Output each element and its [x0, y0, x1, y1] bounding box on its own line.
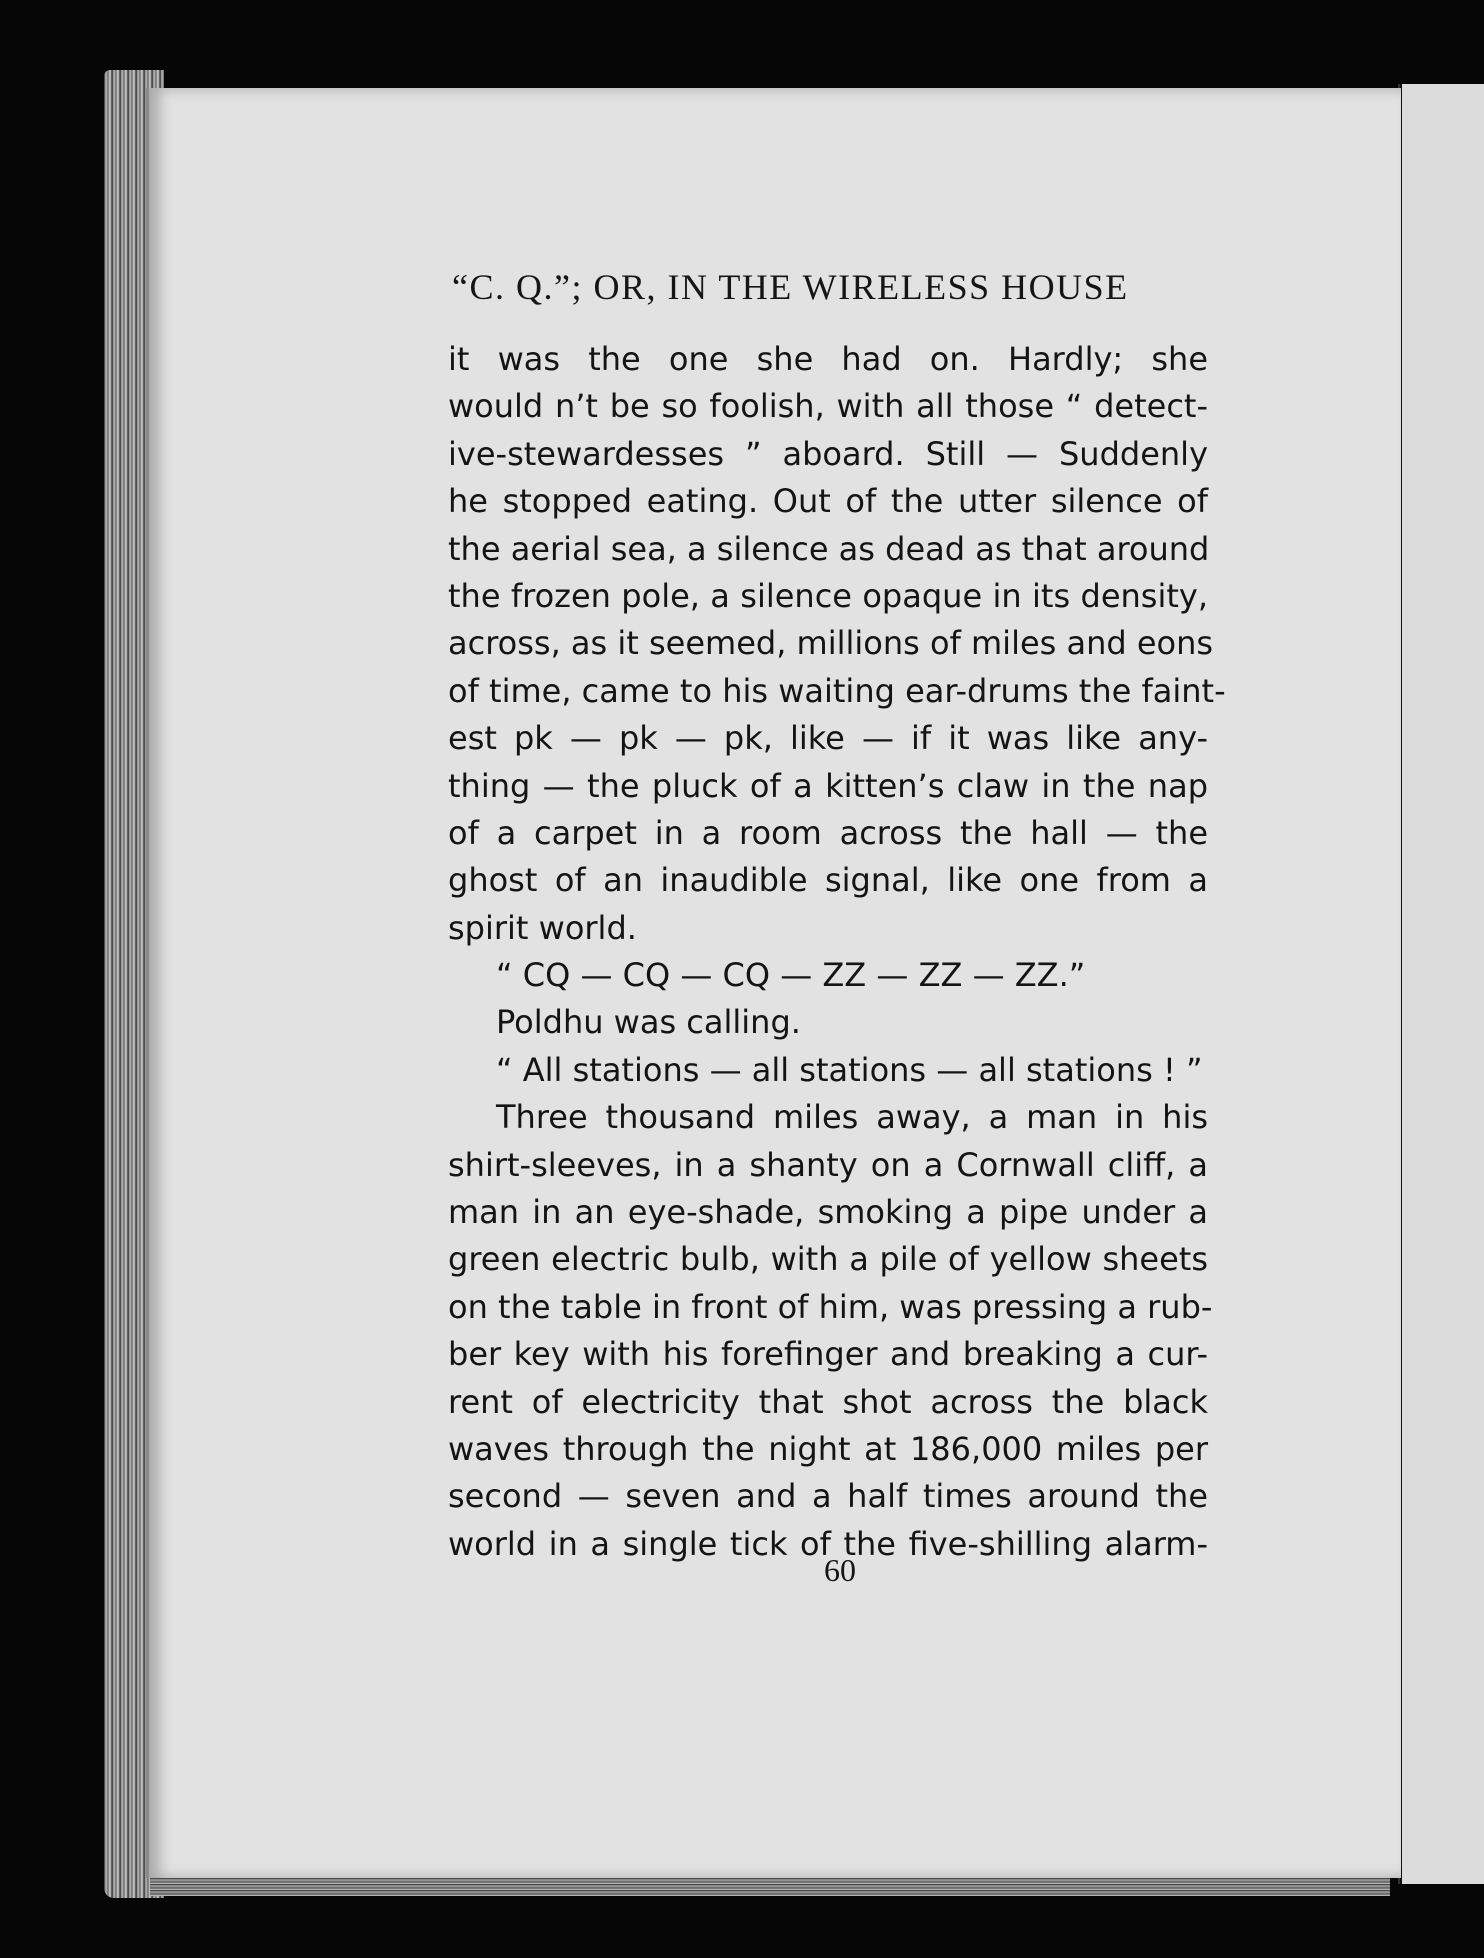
- text-line: thing — the pluck of a kitten’s claw in the nap: [448, 766, 1208, 805]
- text-line: “ CQ — CQ — CQ — ZZ — ZZ — ZZ.”: [496, 956, 1086, 995]
- text-line: ghost of an inaudible signal, like one from a: [448, 861, 1208, 900]
- text-line: rent of electricity that shot across the black: [448, 1382, 1208, 1421]
- text-line: world in a single tick of the five-shilling alarm-: [448, 1524, 1208, 1563]
- text-line: it was the one she had on. Hardly; she: [448, 340, 1208, 378]
- text-line: of a carpet in a room across the hall — the: [448, 813, 1208, 852]
- text-line: of time, came to his waiting ear-drums the faint-: [448, 671, 1226, 710]
- text-line: green electric bulb, with a pile of yellow sheets: [448, 1240, 1208, 1279]
- text-line: est pk — pk — pk, like — if it was like any-: [448, 719, 1208, 758]
- text-line: ive-stewardesses ” aboard. Still — Suddenly: [448, 434, 1208, 473]
- running-header: “C. Q.”; OR, IN THE WIRELESS HOUSE: [452, 267, 1129, 307]
- body-text: [448, 336, 1226, 1568]
- facing-page-edge: [1398, 84, 1484, 1884]
- text-line: Poldhu was calling.: [496, 1003, 801, 1042]
- text-line: spirit world.: [448, 908, 637, 947]
- page-number: 60: [824, 1552, 856, 1588]
- text-line: would n’t be so foolish, with all those “ detect-: [448, 387, 1208, 426]
- text-line: ber key with his forefinger and breaking a cur-: [448, 1335, 1208, 1374]
- text-line: man in an eye-shade, smoking a pipe under a: [448, 1193, 1208, 1232]
- text-line: on the table in front of him, was pressing a rub-: [448, 1287, 1213, 1326]
- text-line: “ All stations — all stations — all stations ! ”: [496, 1050, 1203, 1089]
- text-line: the frozen pole, a silence opaque in its density,: [448, 576, 1208, 615]
- text-line: waves through the night at 186,000 miles per: [448, 1429, 1208, 1468]
- text-line: second — seven and a half times around the: [448, 1477, 1208, 1516]
- text-line: he stopped eating. Out of the utter silence of: [448, 482, 1208, 521]
- text-line: shirt-sleeves, in a shanty on a Cornwall cliff, a: [448, 1145, 1208, 1184]
- text-line: across, as it seemed, millions of miles and eons: [448, 624, 1214, 663]
- text-line: Three thousand miles away, a man in his: [496, 1098, 1208, 1137]
- text-line: the aerial sea, a silence as dead as that around: [448, 529, 1210, 568]
